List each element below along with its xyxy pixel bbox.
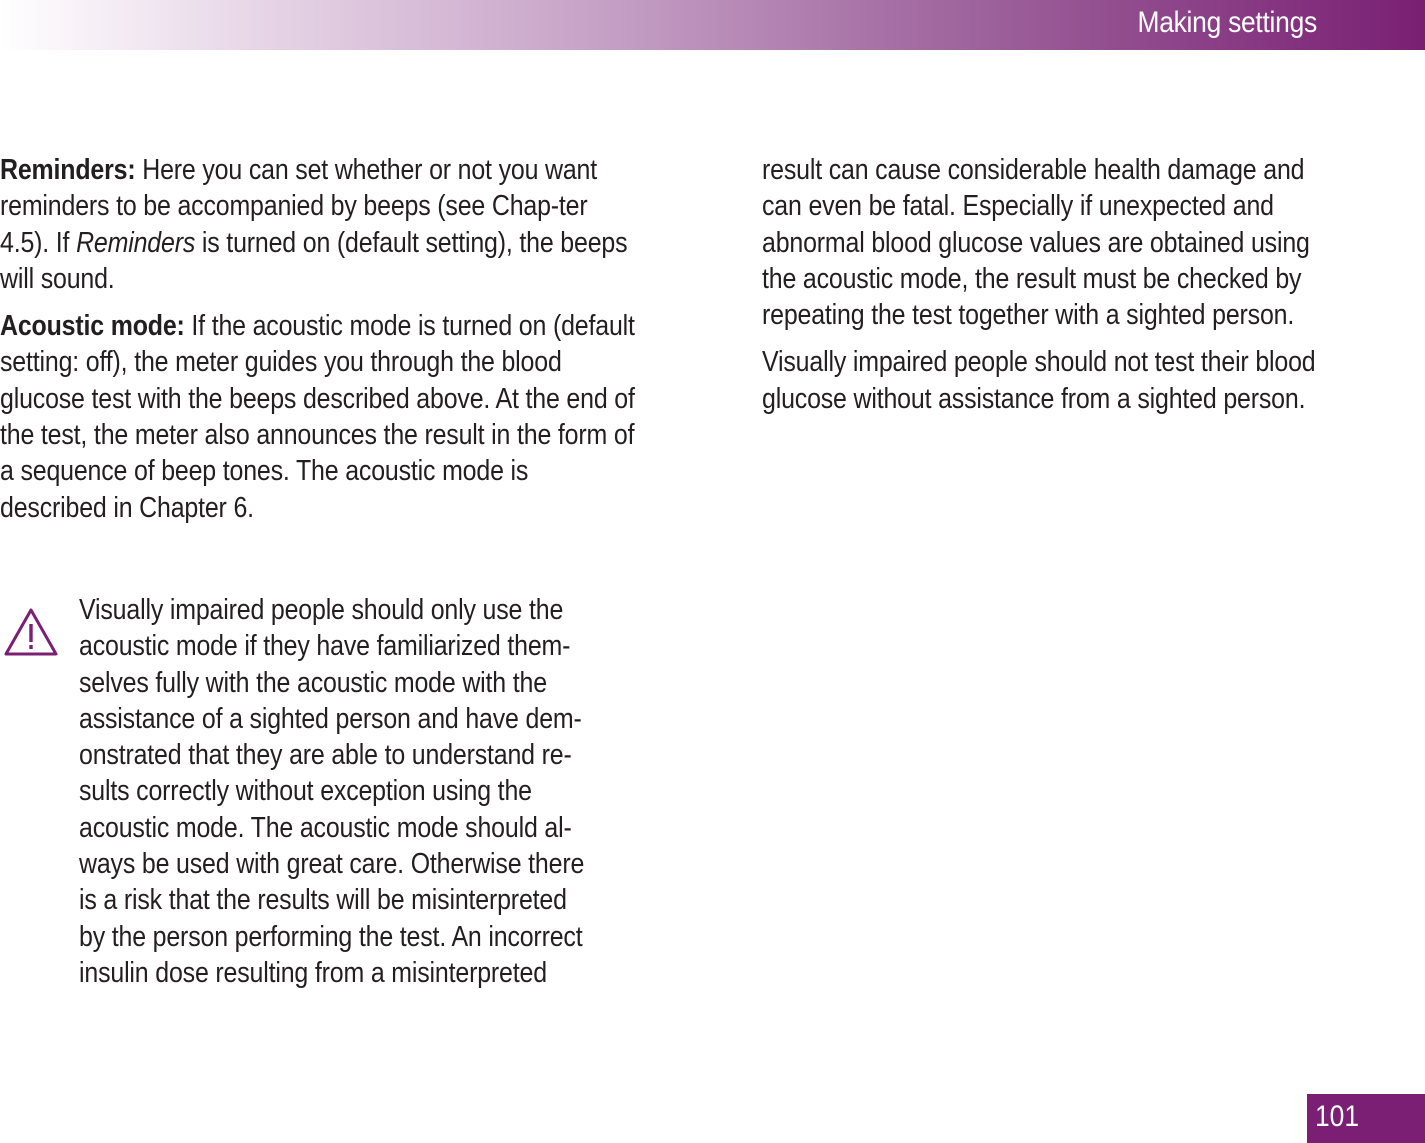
health-damage-paragraph: result can cause considerable health damage and can even be fatal. Especially if unexpected and abnormal blood glucose values are obtained using the acoustic mode, the result must be checked by repeating the test together with a sighted person. — [762, 154, 1310, 332]
warning-text — [79, 592, 585, 991]
warning-triangle-icon — [3, 606, 59, 658]
reminders-label: Reminders: — [0, 154, 136, 186]
header-bar — [0, 0, 1425, 50]
warning-line: Visually impaired people should only use the — [79, 594, 564, 626]
warning-line: assistance of a sighted person and have dem- — [79, 702, 582, 735]
warning-line: is a risk that the results will be misinterpreted — [79, 884, 567, 917]
page-number: 101 — [1315, 1100, 1360, 1133]
right-column — [762, 152, 1322, 428]
reminders-text-2: is turned on (default setting), the beeps will sound. — [0, 226, 628, 295]
warning-line: by the person performing the test. An incorrect — [79, 920, 583, 953]
acoustic-mode-text: If the acoustic mode is turned on (default setting: off), the meter guides you through the blood glucose test with the beeps described above. At the end of the test, the meter also announces the result in the form of a sequence of beep tones. The acoustic mode is described in Chapter 6. — [0, 310, 635, 524]
warning-line: selves fully with the acoustic mode with the — [79, 666, 547, 699]
warning-line: insulin dose resulting from a misinterpreted — [79, 956, 547, 989]
acoustic-mode-label: Acoustic mode: — [0, 310, 185, 343]
reminders-text-1: Here you can set whether or not you want reminders to be accompanied by beeps (see Chap-ter 4.5). If — [0, 154, 598, 259]
warning-line: acoustic mode if they have familiarized them- — [79, 630, 571, 663]
section-title: Making settings — [1137, 6, 1317, 39]
warning-line: onstrated that they are able to understand re- — [79, 739, 572, 772]
left-column — [0, 152, 640, 537]
warning-line: ways be used with great care. Otherwise there — [79, 848, 585, 881]
assistance-paragraph: Visually impaired people should not test their blood glucose without assistance from a sighted person. — [762, 346, 1316, 415]
acoustic-mode-paragraph — [0, 308, 638, 526]
reminders-paragraph — [0, 152, 638, 297]
reminders-italic: Reminders — [76, 226, 196, 259]
warning-line: acoustic mode. The acoustic mode should al- — [79, 811, 572, 844]
warning-line: sults correctly without exception using the — [79, 775, 532, 808]
page-number-box — [1307, 1094, 1425, 1143]
